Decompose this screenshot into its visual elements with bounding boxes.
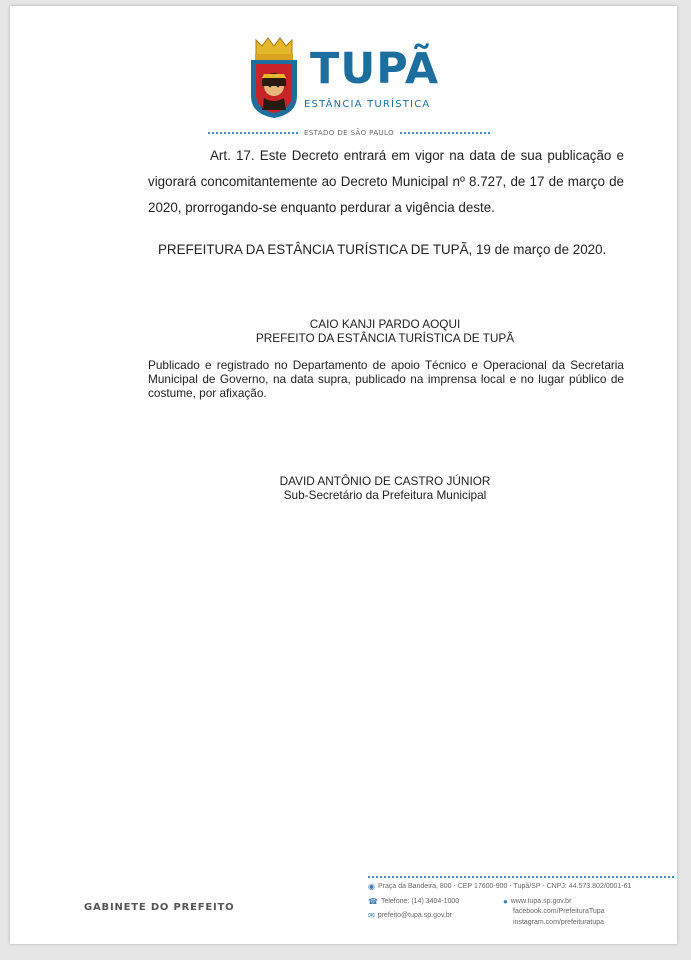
coat-of-arms-icon [248, 34, 300, 120]
phone-text: Telefone: (14) 3404-1000 [380, 898, 460, 905]
instagram-text: instagram.com/prefeituratupa [513, 919, 605, 926]
tupa-logo [248, 34, 458, 124]
office-label: GABINETE DO PREFEITO [84, 902, 235, 913]
subsecretary-signature-block [210, 474, 560, 502]
location-pin-icon: ◉ [368, 882, 375, 891]
document-page [10, 6, 677, 944]
mayor-signature-block [210, 317, 560, 345]
brand-name: TUPÃ [310, 44, 440, 94]
footer-address [368, 882, 631, 891]
divider-dots-left [208, 132, 298, 134]
subsecretary-title: Sub-Secretário da Prefeitura Municipal [283, 488, 487, 502]
footer-website [503, 897, 571, 906]
subsecretary-name: DAVID ANTÔNIO DE CASTRO JÚNIOR [279, 474, 491, 488]
footer-divider [368, 876, 674, 878]
footer-phone [368, 897, 459, 906]
facebook-text: facebook.com/PrefeituraTupa [513, 908, 605, 915]
divider-dots-right [400, 132, 490, 134]
publication-note: Publicado e registrado no Departamento de apoio Técnico e Operacional da Secretaria Municipal de Governo, na data supra, publicado na imprensa local e no lugar público de costume, por afixação. [148, 358, 624, 400]
mayor-title: PREFEITO DA ESTÂNCIA TURÍSTICA DE TUPÃ [255, 331, 515, 345]
article-17-text: Art. 17. Este Decreto entrará em vigor na data de sua publicação e vigorará concomitantemente ao Decreto Municipal nº 8.727, de 17 de março de 2020, prorrogando-se enquanto perdurar a vigência deste. [148, 148, 624, 215]
footer-facebook [513, 908, 605, 915]
website-text: www.tupa.sp.gov.br [510, 898, 572, 905]
footer-instagram [513, 919, 604, 926]
dateline: PREFEITURA DA ESTÂNCIA TURÍSTICA DE TUPÃ, 19 de março de 2020. [158, 242, 607, 257]
envelope-icon: ✉ [368, 911, 375, 920]
brand-subtitle: ESTÂNCIA TURÍSTICA [304, 99, 431, 110]
globe-icon: ● [503, 897, 508, 906]
email-text: prefeito@tupa.sp.gov.br [377, 912, 452, 919]
address-text: Praça da Bandeira, 800 - CEP 17600-900 - Tupã/SP - CNPJ: 44.573.802/0001-61 [377, 883, 632, 890]
footer-email [368, 911, 452, 920]
state-label: ESTADO DE SÃO PAULO [304, 129, 394, 137]
mayor-name: CAIO KANJI PARDO AOQUI [309, 317, 461, 331]
phone-icon: ☎ [368, 897, 378, 906]
state-divider [208, 127, 490, 139]
